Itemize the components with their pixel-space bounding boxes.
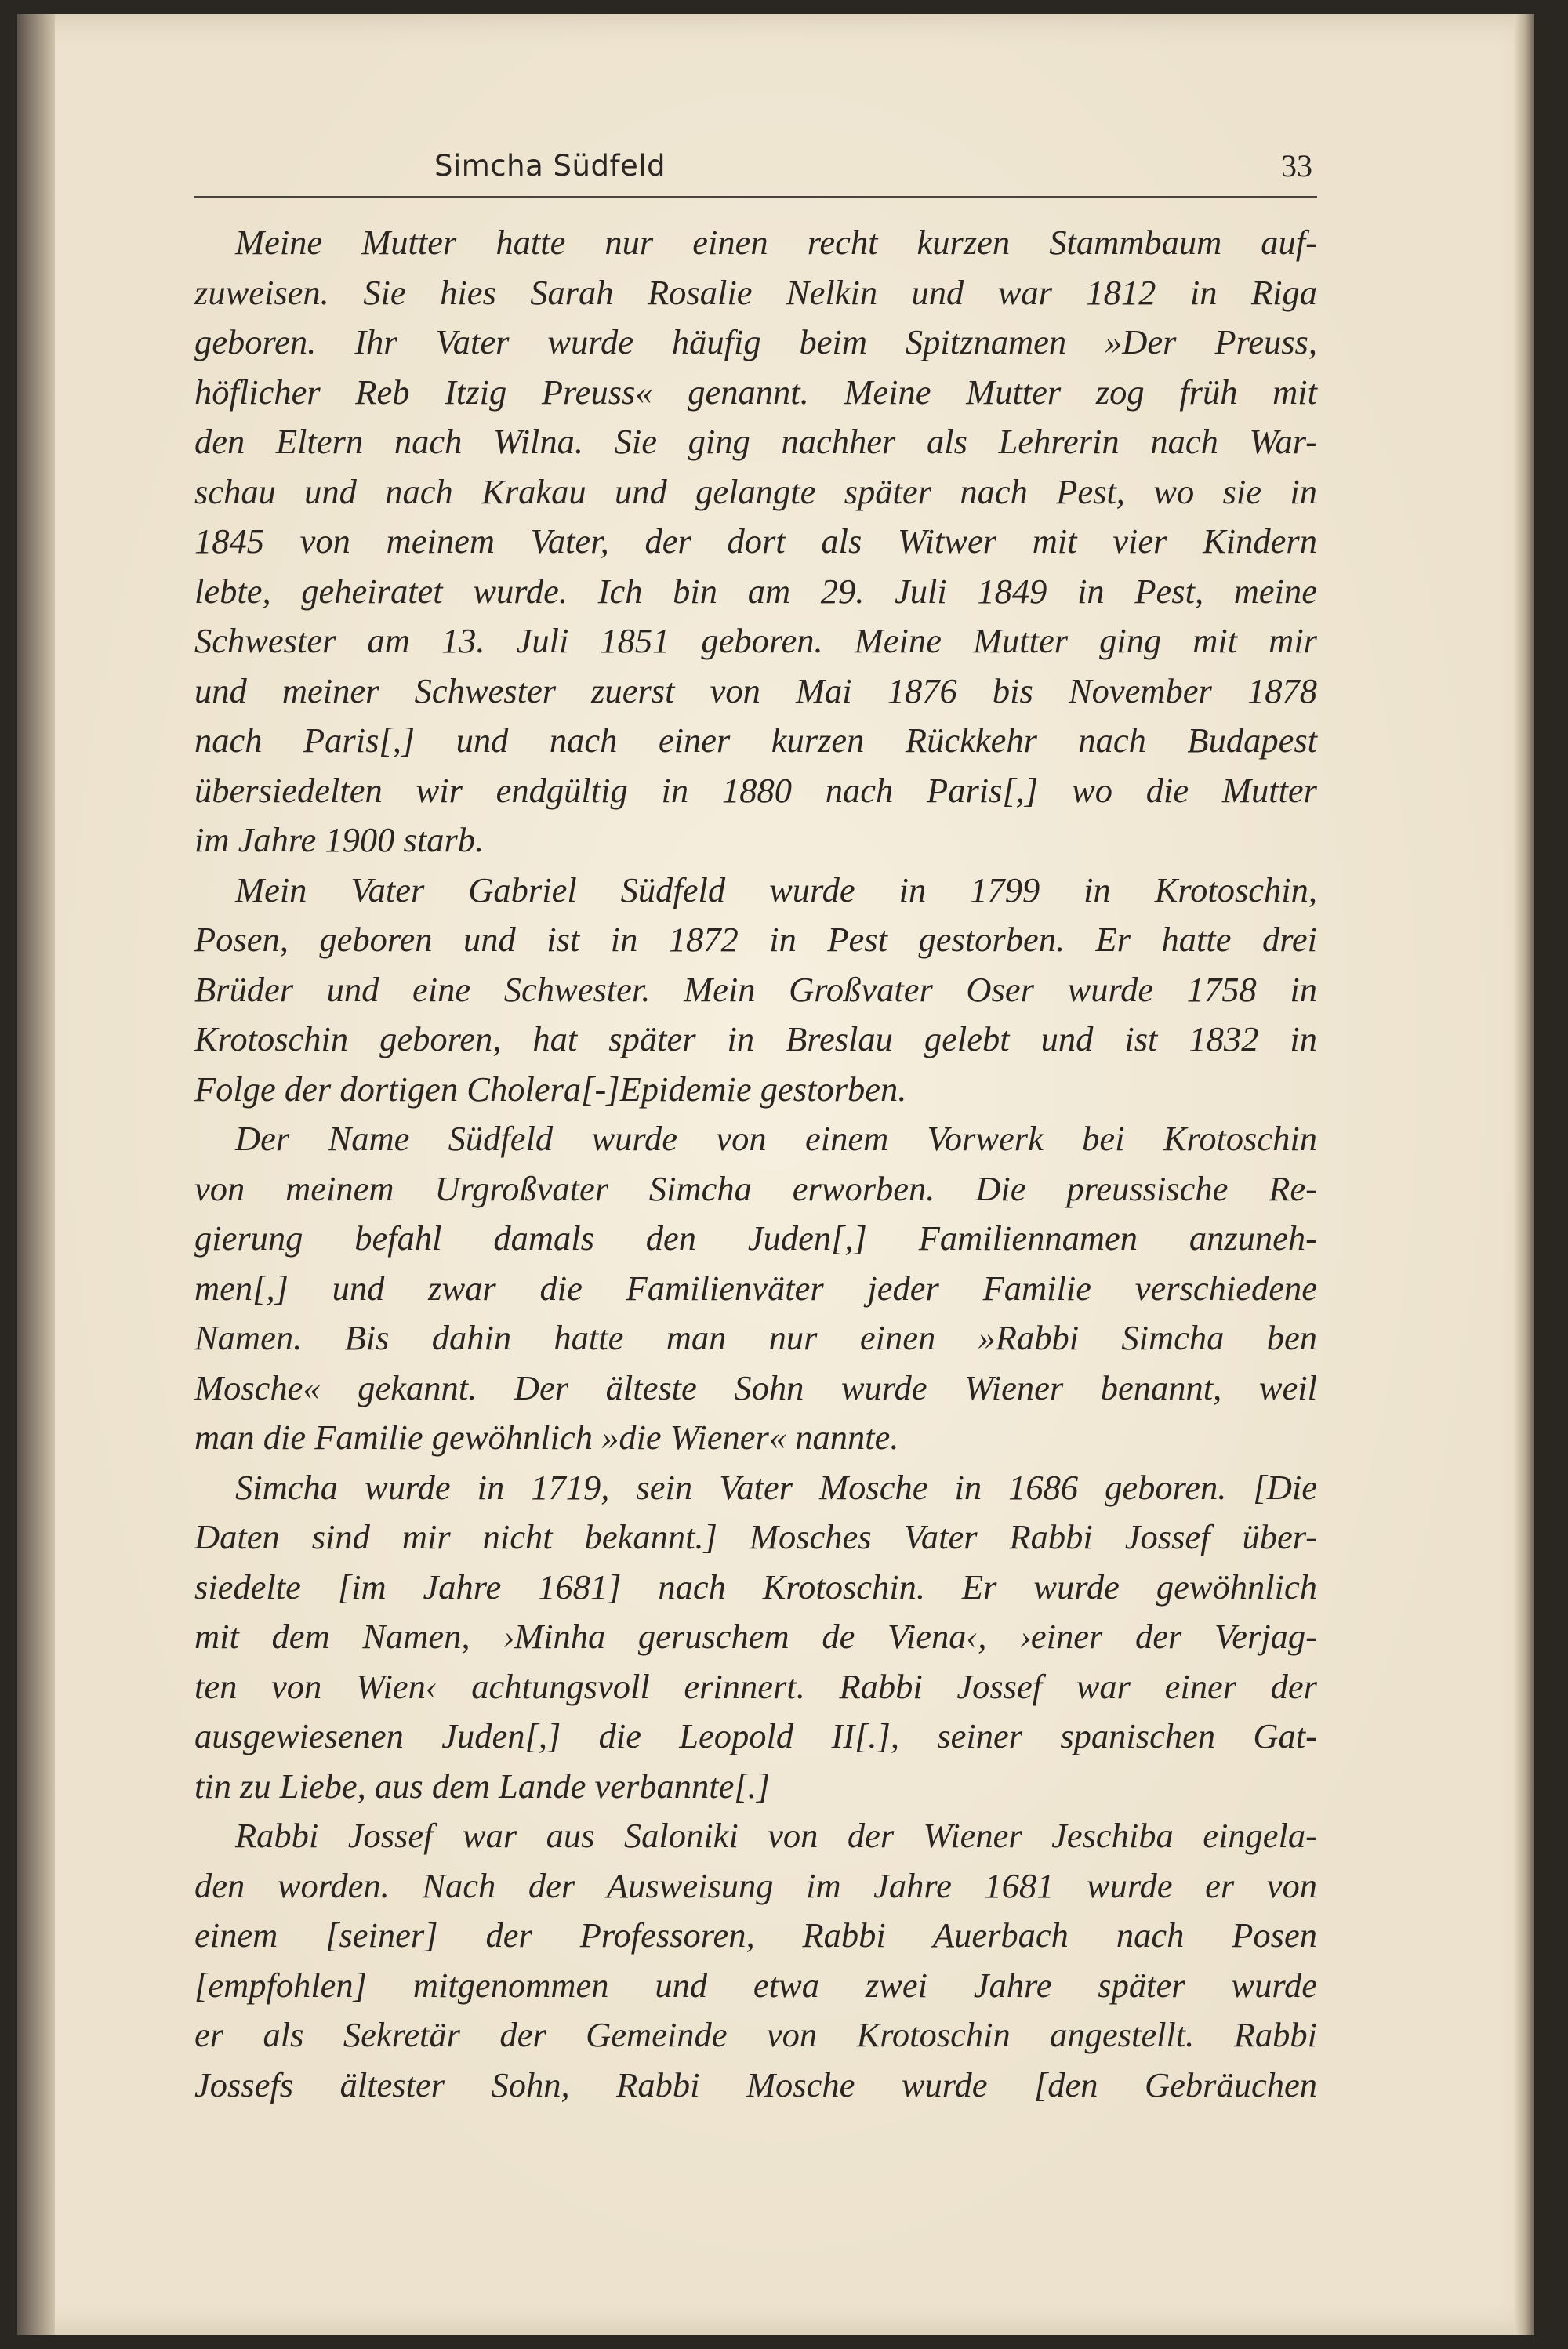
- book-gutter: [17, 14, 55, 2335]
- text-line: Folge der dortigen Cholera[-]Epidemie gestorben.: [194, 1069, 907, 1109]
- text-line: den Eltern nach Wilna. Sie ging nachher als Lehrerin nach War-: [194, 422, 1317, 461]
- text-line: Posen, geboren und ist in 1872 in Pest gestorben. Er hatte drei: [194, 920, 1317, 959]
- text-line: Namen. Bis dahin hatte man nur einen »Rabbi Simcha ben: [194, 1318, 1317, 1357]
- text-line: [empfohlen] mitgenommen und etwa zwei Jahre später wurde: [194, 1965, 1317, 2005]
- text-line: Mein Vater Gabriel Südfeld wurde in 1799 in Krotoschin,: [235, 870, 1317, 909]
- text-line: geboren. Ihr Vater wurde häufig beim Spitznamen »Der Preuss,: [194, 322, 1317, 361]
- text-line: siedelte [im Jahre 1681] nach Krotoschin. Er wurde gewöhnlich: [194, 1567, 1317, 1607]
- page-header: [194, 147, 1317, 198]
- text-line: Simcha wurde in 1719, sein Vater Mosche in 1686 geboren. [Die: [235, 1467, 1317, 1507]
- text-line: Krotoschin geboren, hat später in Breslau gelebt und ist 1832 in: [194, 1019, 1317, 1058]
- text-line: übersiedelten wir endgültig in 1880 nach Paris[,] wo die Mutter: [194, 770, 1317, 810]
- text-line: Mosche« gekannt. Der älteste Sohn wurde Wiener benannt, weil: [194, 1367, 1317, 1407]
- book-page: [17, 14, 1534, 2335]
- text-line: man die Familie gewöhnlich »die Wiener« nannte.: [194, 1418, 899, 1457]
- running-title: Simcha Südfeld: [434, 149, 666, 183]
- text-line: gierung befahl damals den Juden[,] Familiennamen anzuneh-: [194, 1218, 1317, 1258]
- text-line: Jossefs ältester Sohn, Rabbi Mosche wurde [den Gebräuchen: [194, 2064, 1317, 2104]
- text-line: Daten sind mir nicht bekannt.] Mosches Vater Rabbi Jossef über-: [194, 1517, 1317, 1556]
- text-line: 1845 von meinem Vater, der dort als Witwer mit vier Kindern: [194, 521, 1317, 561]
- text-line: Brüder und eine Schwester. Mein Großvater Oser wurde 1758 in: [194, 969, 1317, 1009]
- text-line: Rabbi Jossef war aus Saloniki von der Wiener Jeschiba eingela-: [235, 1816, 1317, 1855]
- text-line: zuweisen. Sie hies Sarah Rosalie Nelkin und war 1812 in Riga: [194, 272, 1317, 312]
- text-line: tin zu Liebe, aus dem Lande verbannte[.]: [194, 1766, 771, 1806]
- page-fore-edge: [1514, 14, 1534, 2335]
- text-line: von meinem Urgroßvater Simcha erworben. Die preussische Re-: [194, 1168, 1317, 1208]
- text-line: nach Paris[,] und nach einer kurzen Rückkehr nach Budapest: [194, 721, 1317, 760]
- text-line: höflicher Reb Itzig Preuss« genannt. Meine Mutter zog früh mit: [194, 372, 1317, 412]
- text-line: im Jahre 1900 starb.: [194, 820, 485, 859]
- text-line: ten von Wien‹ achtungsvoll erinnert. Rabbi Jossef war einer der: [194, 1666, 1317, 1706]
- text-line: ausgewiesenen Juden[,] die Leopold II[.], seiner spanischen Gat-: [194, 1716, 1317, 1755]
- text-line: und meiner Schwester zuerst von Mai 1876 bis November 1878: [194, 670, 1317, 710]
- text-line: Meine Mutter hatte nur einen recht kurzen Stammbaum auf-: [235, 223, 1317, 262]
- text-line: mit dem Namen, ›Minha geruschem de Viena‹, ›einer der Verjag-: [194, 1617, 1317, 1656]
- text-line: Schwester am 13. Juli 1851 geboren. Meine Mutter ging mit mir: [194, 621, 1317, 660]
- page-number: 33: [1281, 148, 1312, 183]
- text-line: einem [seiner] der Professoren, Rabbi Auerbach nach Posen: [194, 1915, 1317, 1955]
- text-line: schau und nach Krakau und gelangte später nach Pest, wo sie in: [194, 471, 1317, 511]
- text-line: lebte, geheiratet wurde. Ich bin am 29. Juli 1849 in Pest, meine: [194, 571, 1317, 611]
- text-line: Der Name Südfeld wurde von einem Vorwerk bei Krotoschin: [235, 1119, 1317, 1158]
- text-line: er als Sekretär der Gemeinde von Krotoschin angestellt. Rabbi: [194, 2015, 1317, 2054]
- text-line: den worden. Nach der Ausweisung im Jahre 1681 wurde er von: [194, 1865, 1317, 1905]
- text-line: men[,] und zwar die Familienväter jeder Familie verschiedene: [194, 1268, 1317, 1308]
- body-text: [194, 218, 1317, 2110]
